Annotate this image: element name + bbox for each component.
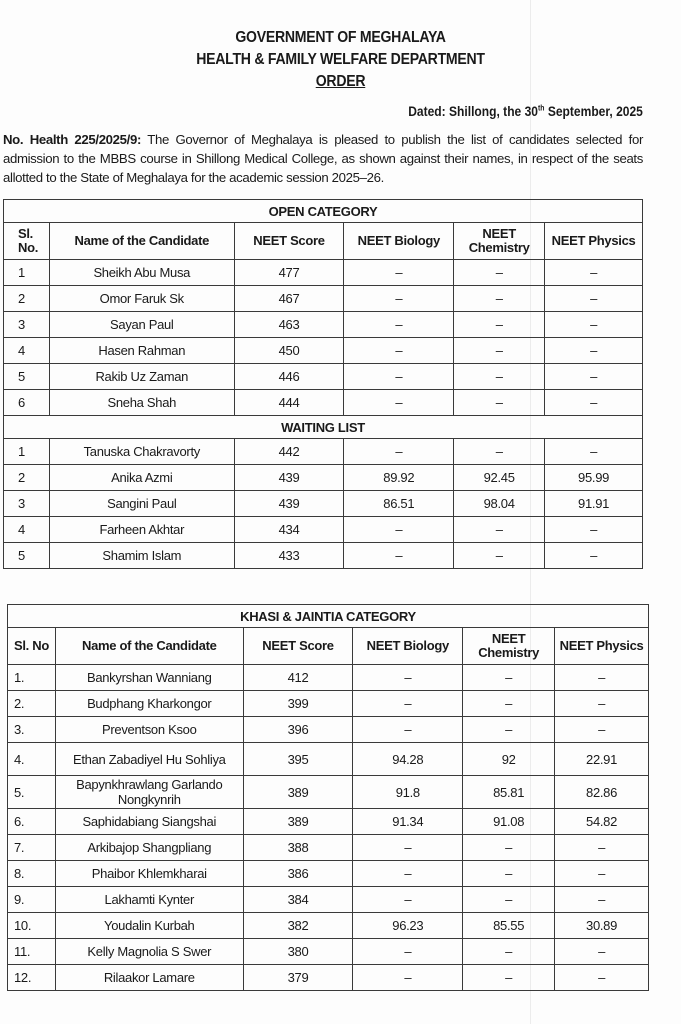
kj-table-row (8, 835, 649, 861)
cell-neet-physics: 22.91 (555, 743, 649, 776)
cell-neet-physics: – (545, 543, 643, 569)
cell-neet-biology: – (344, 338, 454, 364)
cell-neet-biology: – (344, 439, 454, 465)
cell-neet-physics: 82.86 (555, 776, 649, 809)
cell-sl-no: 8. (8, 861, 56, 887)
cell-neet-physics: – (555, 861, 649, 887)
cell-sl-no: 3. (8, 717, 56, 743)
cell-name: Anika Azmi (49, 465, 234, 491)
cell-sl-no: 7. (8, 835, 56, 861)
cell-sl-no: 1. (8, 665, 56, 691)
cell-neet-score: 412 (243, 665, 353, 691)
header-department: HEALTH & FAMILY WELFARE DEPARTMENT (196, 51, 485, 68)
cell-neet-score: 382 (243, 913, 353, 939)
cell-neet-biology: – (353, 665, 463, 691)
cell-neet-physics: – (555, 665, 649, 691)
header-order: ORDER (315, 73, 366, 90)
col-name: Name of the Candidate (49, 223, 234, 260)
kj-table-row (8, 717, 649, 743)
waiting-list-row (4, 465, 643, 491)
cell-sl-no: 4 (4, 338, 50, 364)
cell-neet-biology: – (353, 835, 463, 861)
col-name: Name of the Candidate (55, 628, 243, 665)
cell-neet-physics: – (545, 286, 643, 312)
cell-name: Preventson Ksoo (55, 717, 243, 743)
cell-neet-chemistry: – (463, 965, 555, 991)
col-sl-no: Sl. No. (4, 223, 50, 260)
cell-neet-physics: 95.99 (545, 465, 643, 491)
cell-neet-score: 396 (243, 717, 353, 743)
cell-neet-chemistry: – (454, 260, 545, 286)
kj-table-row (8, 887, 649, 913)
cell-neet-physics: – (545, 312, 643, 338)
cell-neet-score: 463 (234, 312, 344, 338)
cell-neet-score: 442 (234, 439, 344, 465)
cell-neet-physics: – (555, 717, 649, 743)
cell-neet-biology: – (344, 260, 454, 286)
kj-table-row (8, 776, 649, 809)
cell-neet-physics: – (555, 965, 649, 991)
cell-neet-chemistry: – (454, 312, 545, 338)
cell-neet-chemistry: – (454, 517, 545, 543)
open-table-header-row (4, 223, 643, 260)
cell-neet-chemistry: – (454, 439, 545, 465)
cell-neet-score: 450 (234, 338, 344, 364)
cell-neet-biology: – (344, 364, 454, 390)
cell-neet-score: 388 (243, 835, 353, 861)
cell-neet-biology: – (344, 286, 454, 312)
col-neet-chemistry: NEET Chemistry (454, 223, 545, 260)
cell-neet-score: 380 (243, 939, 353, 965)
cell-sl-no: 6 (4, 390, 50, 416)
waiting-list-row (4, 491, 643, 517)
date-rest: September, 2025 (544, 103, 643, 119)
kj-table-row (8, 809, 649, 835)
order-paragraph (3, 130, 643, 187)
cell-neet-chemistry: – (463, 835, 555, 861)
cell-neet-score: 379 (243, 965, 353, 991)
cell-neet-physics: – (555, 691, 649, 717)
cell-neet-score: 389 (243, 809, 353, 835)
cell-sl-no: 6. (8, 809, 56, 835)
kj-table-row (8, 691, 649, 717)
col-neet-physics: NEET Physics (555, 628, 649, 665)
open-category-table (3, 199, 643, 569)
kj-table-row (8, 939, 649, 965)
cell-neet-biology: – (353, 939, 463, 965)
cell-neet-score: 444 (234, 390, 344, 416)
cell-name: Bapynkhrawlang Garlando Nongkynrih (55, 776, 243, 809)
cell-name: Phaibor Khlemkharai (55, 861, 243, 887)
cell-neet-score: 439 (234, 491, 344, 517)
cell-neet-physics: – (545, 364, 643, 390)
kj-table-row (8, 743, 649, 776)
cell-name: Youdalin Kurbah (55, 913, 243, 939)
cell-neet-physics: – (555, 939, 649, 965)
open-table-row (4, 338, 643, 364)
cell-name: Saphidabiang Siangshai (55, 809, 243, 835)
cell-neet-score: 389 (243, 776, 353, 809)
cell-neet-chemistry: – (454, 338, 545, 364)
open-table-row (4, 390, 643, 416)
cell-neet-chemistry: 85.55 (463, 913, 555, 939)
open-category-title: OPEN CATEGORY (4, 200, 643, 223)
date-suffix: th (538, 103, 545, 113)
cell-neet-score: 439 (234, 465, 344, 491)
cell-neet-score: 477 (234, 260, 344, 286)
cell-neet-biology: – (353, 861, 463, 887)
cell-neet-score: 446 (234, 364, 344, 390)
cell-neet-chemistry: – (463, 665, 555, 691)
cell-neet-biology: – (344, 517, 454, 543)
cell-sl-no: 3 (4, 491, 50, 517)
cell-neet-biology: 91.34 (353, 809, 463, 835)
col-neet-score: NEET Score (234, 223, 344, 260)
col-sl-no: Sl. No (8, 628, 56, 665)
cell-neet-biology: 94.28 (353, 743, 463, 776)
cell-neet-physics: – (545, 439, 643, 465)
cell-sl-no: 11. (8, 939, 56, 965)
waiting-list-title: WAITING LIST (4, 416, 643, 439)
cell-sl-no: 5 (4, 543, 50, 569)
cell-sl-no: 2 (4, 286, 50, 312)
cell-neet-score: 384 (243, 887, 353, 913)
cell-neet-physics: – (545, 390, 643, 416)
cell-name: Bankyrshan Wanniang (55, 665, 243, 691)
cell-sl-no: 4. (8, 743, 56, 776)
cell-sl-no: 10. (8, 913, 56, 939)
cell-sl-no: 12. (8, 965, 56, 991)
waiting-list-row (4, 543, 643, 569)
cell-neet-physics: – (555, 835, 649, 861)
cell-neet-biology: – (344, 312, 454, 338)
cell-sl-no: 4 (4, 517, 50, 543)
cell-neet-score: 433 (234, 543, 344, 569)
open-table-row (4, 364, 643, 390)
cell-neet-biology: 91.8 (353, 776, 463, 809)
document-header (0, 27, 681, 93)
cell-name: Budphang Kharkongor (55, 691, 243, 717)
cell-name: Rakib Uz Zaman (49, 364, 234, 390)
cell-neet-chemistry: – (463, 861, 555, 887)
cell-name: Tanuska Chakravorty (49, 439, 234, 465)
cell-neet-chemistry: – (463, 887, 555, 913)
cell-neet-score: 386 (243, 861, 353, 887)
cell-neet-biology: – (353, 717, 463, 743)
cell-neet-chemistry: – (463, 939, 555, 965)
cell-name: Omor Faruk Sk (49, 286, 234, 312)
cell-name: Arkibajop Shangpliang (55, 835, 243, 861)
cell-name: Sayan Paul (49, 312, 234, 338)
waiting-list-row (4, 517, 643, 543)
col-neet-chemistry: NEET Chemistry (463, 628, 555, 665)
cell-name: Hasen Rahman (49, 338, 234, 364)
cell-sl-no: 3 (4, 312, 50, 338)
cell-neet-physics: – (545, 260, 643, 286)
cell-neet-biology: 89.92 (344, 465, 454, 491)
cell-name: Sneha Shah (49, 390, 234, 416)
cell-neet-chemistry: 91.08 (463, 809, 555, 835)
cell-neet-score: 467 (234, 286, 344, 312)
cell-sl-no: 1 (4, 439, 50, 465)
kj-table-row (8, 965, 649, 991)
cell-neet-chemistry: 92 (463, 743, 555, 776)
date-prefix: Dated: Shillong, the 30 (408, 103, 539, 119)
khasi-jaintia-title: KHASI & JAINTIA CATEGORY (8, 605, 649, 628)
cell-neet-physics: 54.82 (555, 809, 649, 835)
cell-neet-score: 395 (243, 743, 353, 776)
order-text: The Governor of Meghalaya is pleased to publish the list of candidates selected for admission to the MBBS course in Shillong Medical College, as shown against their names, in respect of the seats allotted to the State of Meghalaya for the academic session 2025–26. (3, 132, 643, 185)
cell-neet-biology: 96.23 (353, 913, 463, 939)
cell-neet-biology: – (353, 887, 463, 913)
cell-neet-score: 399 (243, 691, 353, 717)
cell-sl-no: 5 (4, 364, 50, 390)
order-number: No. Health 225/2025/9: (3, 132, 141, 147)
cell-neet-physics: – (555, 887, 649, 913)
cell-sl-no: 2 (4, 465, 50, 491)
kj-table-row (8, 913, 649, 939)
khasi-jaintia-category-table (7, 604, 649, 991)
cell-name: Farheen Akhtar (49, 517, 234, 543)
header-government: GOVERNMENT OF MEGHALAYA (235, 29, 446, 46)
open-table-row (4, 260, 643, 286)
cell-neet-chemistry: 92.45 (454, 465, 545, 491)
cell-neet-chemistry: – (463, 691, 555, 717)
cell-name: Shamim Islam (49, 543, 234, 569)
cell-name: Sheikh Abu Musa (49, 260, 234, 286)
cell-name: Ethan Zabadiyel Hu Sohliya (55, 743, 243, 776)
cell-neet-physics: – (545, 338, 643, 364)
cell-neet-score: 434 (234, 517, 344, 543)
cell-neet-biology: – (353, 691, 463, 717)
order-date (408, 103, 643, 119)
open-table-row (4, 312, 643, 338)
cell-neet-chemistry: – (463, 717, 555, 743)
cell-neet-chemistry: – (454, 364, 545, 390)
cell-name: Kelly Magnolia S Swer (55, 939, 243, 965)
cell-neet-chemistry: – (454, 286, 545, 312)
cell-neet-biology: 86.51 (344, 491, 454, 517)
cell-name: Lakhamti Kynter (55, 887, 243, 913)
cell-neet-chemistry: 85.81 (463, 776, 555, 809)
cell-neet-physics: 91.91 (545, 491, 643, 517)
cell-neet-chemistry: – (454, 543, 545, 569)
cell-name: Sangini Paul (49, 491, 234, 517)
cell-neet-biology: – (344, 543, 454, 569)
cell-neet-chemistry: 98.04 (454, 491, 545, 517)
cell-neet-physics: – (545, 517, 643, 543)
col-neet-physics: NEET Physics (545, 223, 643, 260)
col-neet-biology: NEET Biology (344, 223, 454, 260)
col-neet-score: NEET Score (243, 628, 353, 665)
cell-neet-physics: 30.89 (555, 913, 649, 939)
cell-sl-no: 9. (8, 887, 56, 913)
cell-neet-biology: – (353, 965, 463, 991)
cell-neet-biology: – (344, 390, 454, 416)
kj-table-header-row (8, 628, 649, 665)
waiting-list-row (4, 439, 643, 465)
open-table-row (4, 286, 643, 312)
kj-table-row (8, 861, 649, 887)
cell-neet-chemistry: – (454, 390, 545, 416)
col-neet-biology: NEET Biology (353, 628, 463, 665)
cell-sl-no: 1 (4, 260, 50, 286)
kj-table-row (8, 665, 649, 691)
cell-name: Rilaakor Lamare (55, 965, 243, 991)
cell-sl-no: 2. (8, 691, 56, 717)
cell-sl-no: 5. (8, 776, 56, 809)
